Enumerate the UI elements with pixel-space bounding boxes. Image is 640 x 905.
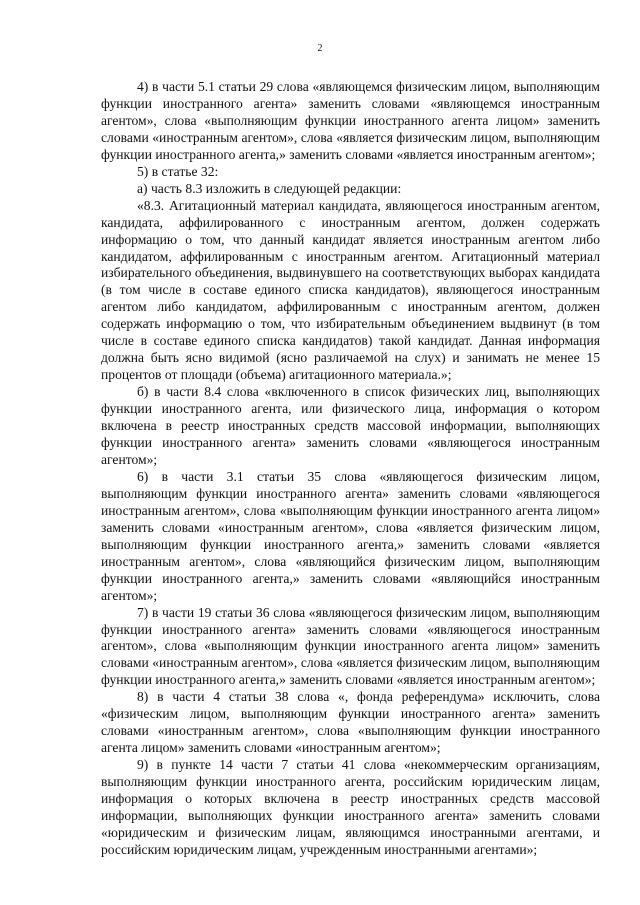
page-number: 2: [317, 43, 323, 54]
paragraph-item-5: 5) в статье 32:: [137, 163, 219, 179]
paragraph-subitem-5b: б) в части 8.4 слова «включенного в список физических лиц, выполняющих функции иностранного агента, или физического лица, информация о котором включена в реестр иностранных средств массовой информации, выполняющих функции иностранного агента» заменить словами «являющегося иностранным агентом»;: [101, 384, 600, 467]
paragraph-item-4: 4) в части 5.1 статьи 29 слова «являющемся физическим лицом, выполняющим функции иностранного агента» заменить словами «являющемся иностранным агентом», слова «выполняющим функции иностранного агента лицом» заменить словами «иностранным агентом», слова «является физическим лицом, выполняющим функции иностранного агента,» заменить словами «является иностранным агентом»;: [101, 79, 600, 162]
paragraph-item-7: 7) в части 19 статьи 36 слова «являющегося физическим лицом, выполняющим функции иностранного агента» заменить словами «являющегося иностранным агентом», слова «выполняющим функции иностранного агента лицом» заменить словами «иностранным агентом», слова «является физическим лицом, выполняющим функции иностранного агента,» заменить словами «является иностранным агентом»;: [101, 604, 600, 688]
paragraph-quoted-part-8-3: «8.3. Агитационный материал кандидата, являющегося иностранным агентом, кандидата, аффилированного с иностранным агентом, должен содержать информацию о том, что данный кандидат является иностранным агентом либо кандидатом, аффилированным с иностранным агентом. Агитационный материал избирательного объединения, выдвинувшего на соответствующих выборах кандидата (в том числе в составе единого списка кандидатов), являющегося иностранным агентом либо кандидатом, аффилированным с иностранным агентом, должен содержать информацию о том, что избирательным объединением выдвинут (в том числе в составе единого списка кандидатов) такой кандидат. Данная информация должна быть ясно видимой (ясно различаемой на слух) и занимать не менее 15 процентов от площади (объема) агитационного материала.»;: [101, 197, 600, 383]
paragraph-item-6: 6) в части 3.1 статьи 35 слова «являющегося физическим лицом, выполняющим функции иностранного агента» заменить словами «являющегося иностранным агентом», слова «выполняющим функции иностранного агента лицом» заменить словами «иностранным агентом», слова «является физическим лицом, выполняющим функции иностранного агента,» заменить словами «является иностранным агентом», слова «являющийся физическим лицом, выполняющим функции иностранного агента,» заменить словами «являющийся иностранным агентом»;: [101, 468, 600, 603]
paragraph-subitem-5a: а) часть 8.3 изложить в следующей редакции:: [137, 180, 402, 196]
document-body: [101, 79, 600, 859]
paragraph-item-9: 9) в пункте 14 части 7 статьи 41 слова «некоммерческим организациям, выполняющим функции иностранного агента, российским юридическим лицам, информация о которых включена в реестр иностранных средств массовой информации, выполняющих функции иностранного агента» заменить словами «юридическим и физическим лицам, являющимся иностранными агентами, и российским юридическим лицам, учрежденным иностранными агентами»;: [101, 757, 600, 857]
paragraph-item-8: 8) в части 4 статьи 38 слова «, фонда референдума» исключить, слова «физическим лицом, выполняющим функции иностранного агента» заменить словами «иностранным агентом», слова «выполняющим функции иностранного агента лицом» заменить словами «иностранным агентом»;: [101, 689, 600, 756]
